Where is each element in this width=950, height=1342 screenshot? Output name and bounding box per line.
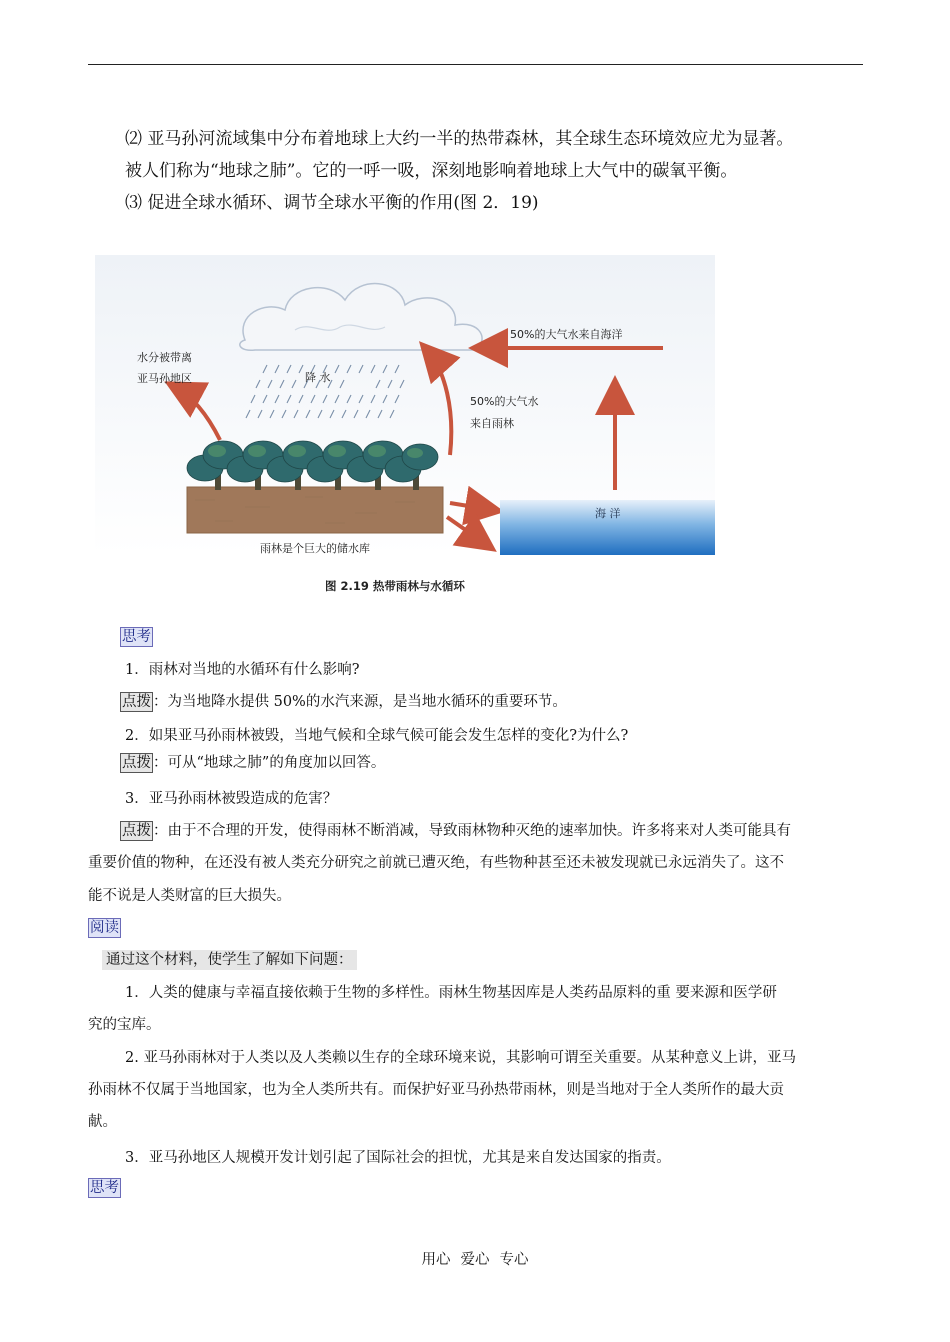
reading-item-3: 3．亚马孙地区人规模开发计划引起了国际社会的担忧，尤其是来自发达国家的指责。 xyxy=(125,1150,671,1166)
answer-3-line-2: 重要价值的物种，在还没有被人类充分研究之前就已遭灭绝，有些物种甚至还未被发现就已永远消失了。这不 xyxy=(88,855,784,871)
question-3: 3．亚马孙雨林被毁造成的危害？ xyxy=(125,791,338,807)
question-2: 2．如果亚马孙雨林被毁，当地气候和全球气候可能会发生怎样的变化?为什么? xyxy=(125,728,629,744)
label-reservoir: 雨林是个巨大的储水库 xyxy=(260,542,370,555)
answer-3-line-3: 能不说是人类财富的巨大损失。 xyxy=(88,888,291,904)
reading-item-1-line-2: 究的宝库。 xyxy=(88,1017,161,1033)
header-rule xyxy=(88,64,863,65)
hint-tag: 点拨 xyxy=(122,755,151,771)
footer-text-2: 爱心 xyxy=(460,1252,490,1268)
hint-tag: 点拨 xyxy=(122,694,151,710)
figure-caption: 图 2.19 热带雨林与水循环 xyxy=(325,579,465,593)
footer-text-3: 专心 xyxy=(499,1252,529,1268)
label-water-away-1: 水分被带离 xyxy=(137,351,192,364)
reading-item-2-line-3: 献。 xyxy=(88,1114,117,1130)
label-forest-vapor-2: 来自雨林 xyxy=(470,417,514,430)
page-footer xyxy=(0,1248,950,1269)
footer-text-1: 用心 xyxy=(421,1252,451,1268)
answer-2 xyxy=(120,753,385,773)
think-tag-2: 思考 xyxy=(90,1180,119,1196)
soil-block xyxy=(187,487,443,533)
hint-tag: 点拨 xyxy=(122,823,151,839)
water-cycle-figure xyxy=(95,255,735,600)
paragraph-2-line-2: 被人们称为“地球之肺”。它的一呼一吸，深刻地影响着地球上大气中的碳氧平衡。 xyxy=(125,161,738,181)
reading-item-1-line-1: 1．人类的健康与幸福直接依赖于生物的多样性。雨林生物基因库是人类药品原料的重 要来源和医学研 xyxy=(125,985,777,1001)
reading-intro: 通过这个材料，使学生了解如下问题： xyxy=(102,950,357,970)
label-forest-vapor-1: 50%的大气水 xyxy=(470,395,539,408)
reading-item-2-line-2: 孙雨林不仅属于当地国家，也为全人类所共有。而保护好亚马孙热带雨林，则是当地对于全人类所作的最大贡 xyxy=(88,1082,784,1098)
answer-2-text: ：可从“地球之肺”的角度加以回答。 xyxy=(153,755,386,771)
answer-1 xyxy=(120,692,567,712)
paragraph-3: ⑶ 促进全球水循环、调节全球水平衡的作用(图 2．19) xyxy=(125,193,539,213)
paragraph-2-line-1: ⑵ 亚马孙河流域集中分布着地球上大约一半的热带森林，其全球生态环境效应尤为显著。 xyxy=(125,129,794,149)
label-ocean: 海 洋 xyxy=(595,507,621,520)
reading-item-2-line-1: 2. 亚马孙雨林对于人类以及人类赖以生存的全球环境来说，其影响可谓至关重要。从某种意义上讲，亚马 xyxy=(125,1050,796,1066)
question-1: 1．雨林对当地的水循环有什么影响? xyxy=(125,662,360,678)
answer-3-text: ：由于不合理的开发，使得雨林不断消减，导致雨林物种灭绝的速率加快。许多将来对人类可能具有 xyxy=(153,823,791,839)
rain-label: 降 水 xyxy=(305,371,331,384)
reading-tag: 阅读 xyxy=(90,920,119,936)
think-tag: 思考 xyxy=(122,629,151,645)
answer-1-text: ：为当地降水提供 50%的水汽来源，是当地水循环的重要环节。 xyxy=(153,694,567,710)
answer-3-line-1 xyxy=(120,821,791,841)
label-water-away-2: 亚马孙地区 xyxy=(137,372,192,385)
label-ocean-vapor: 50%的大气水来自海洋 xyxy=(510,328,623,341)
